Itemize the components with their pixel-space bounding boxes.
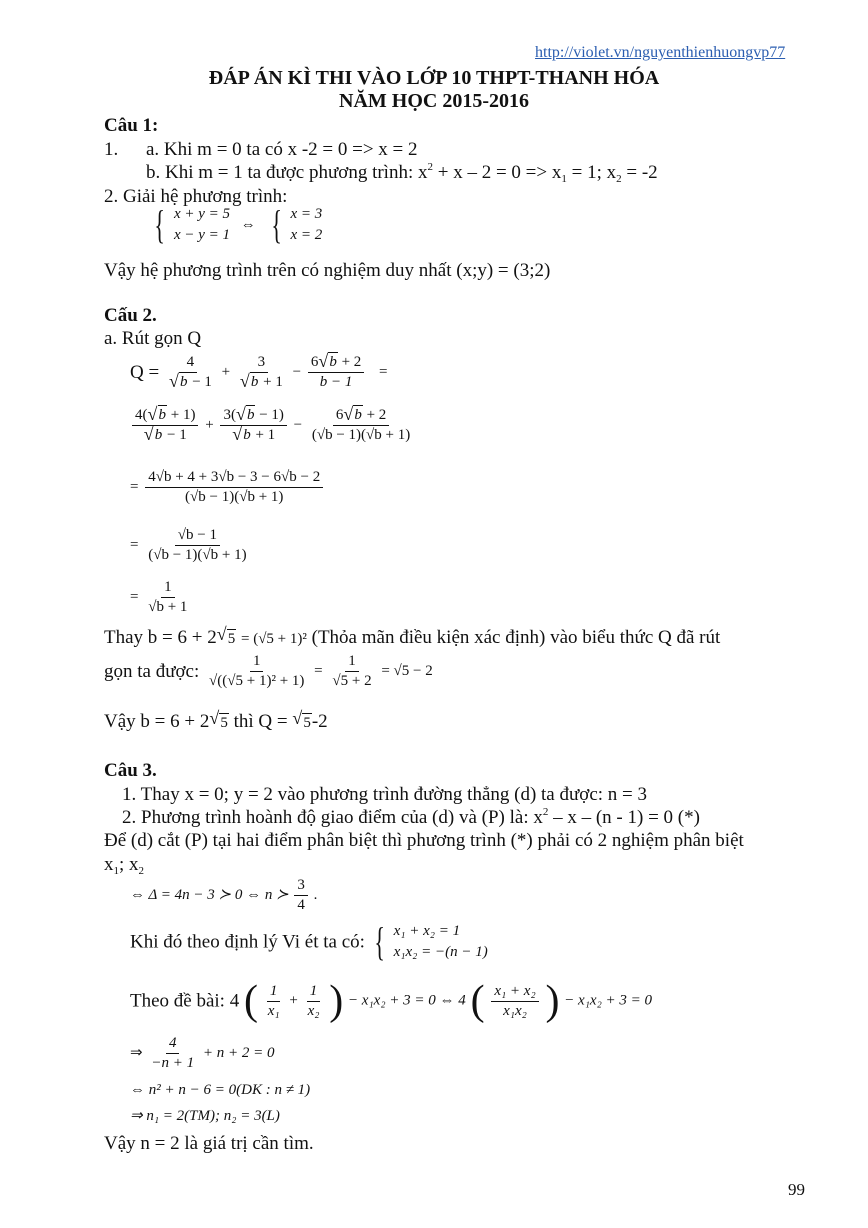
- denominator: x₁: [267, 1002, 280, 1019]
- equation: x = 3: [290, 206, 323, 222]
- denominator: (√b − 1)(√b + 1): [311, 427, 411, 443]
- substitution-line: [104, 624, 721, 648]
- denominator: (√b − 1)(√b + 1): [185, 489, 284, 505]
- implies-symbol: ⇒: [130, 1045, 143, 1061]
- expression: = √5 − 2: [381, 663, 433, 679]
- text: – x – (n - 1) = 0 (*): [548, 807, 700, 828]
- text: Thay b = 6 + 2: [104, 627, 217, 648]
- radicand: b: [250, 374, 259, 390]
- subscript: 1: [561, 173, 567, 185]
- cau2-heading: Cấu 2.: [104, 305, 157, 326]
- term: − 1: [188, 374, 212, 390]
- radicand: b: [243, 427, 251, 443]
- sqrt-icon: √: [232, 424, 243, 444]
- theo-de-bai-line: Theo đề bài: 4 ( $\frac{1}{\text{x₁}}$ + $\frac{1}{\text{x₂}}$ ) − x₁x₂ + 3 = 0 ⇔ 4 ( $\frac{\text{x₁ + x₂}}{\text{x₁x₂}}$ ) − x₁x₂ + 3 = 0: [130, 978, 653, 1024]
- cau1-conclusion: Vậy hệ phương trình trên có nghiệm duy nhất (x;y) = (3;2): [104, 260, 551, 281]
- text: ; x: [119, 854, 139, 875]
- fraction: [132, 404, 198, 444]
- term: 3(: [223, 407, 236, 423]
- numerator: √b − 1: [175, 528, 220, 546]
- left-brace: {: [270, 202, 282, 247]
- cau1-item1b-text: = -2: [621, 162, 658, 183]
- cau1-item1b: [146, 161, 658, 185]
- denominator: (√b − 1)(√b + 1): [148, 547, 247, 563]
- left-brace: {: [154, 202, 165, 247]
- vieta-system: [394, 924, 488, 960]
- sqrt-icon: √: [209, 708, 220, 728]
- equivalence-symbol: ⇔: [240, 216, 256, 233]
- numerator: 3: [294, 878, 308, 896]
- radicand: b: [154, 427, 163, 443]
- fraction: [305, 984, 323, 1019]
- text: -2: [311, 711, 328, 732]
- numerator: [333, 404, 389, 426]
- document-title: ĐÁP ÁN KÌ THI VÀO LỚP 10 THPT-THANH HÓA: [208, 67, 660, 89]
- step-3: ⇒ n₁ = 2(TM); n₂ = 3(L): [130, 1108, 280, 1124]
- result-line: gọn ta được: $\frac{1}{\text{√((√5 + 1)² + 1)}}$ = $\frac{1}{√5 + 2}$ = √5 − 2: [104, 653, 433, 689]
- term: 4(: [135, 407, 148, 423]
- cau3-item1: 1. Thay x = 0; y = 2 vào phương trình đường thẳng (d) ta được: n = 3: [122, 784, 648, 805]
- cau2-part-a: a. Rút gọn Q: [104, 328, 202, 349]
- expression: ⇔ Δ = 4n − 3 ≻ 0 ⇔ n ≻: [130, 887, 289, 903]
- cau3-heading: Câu 3.: [104, 760, 157, 781]
- vieta-line: [130, 919, 488, 964]
- exponent: 2: [542, 806, 549, 818]
- numerator: 4: [166, 1036, 180, 1054]
- term: + 2: [337, 354, 362, 370]
- denominator: b − 1: [319, 374, 353, 390]
- numerator: 1: [307, 984, 321, 1002]
- cau1-item1b-text: + x – 2 = 0 => x: [433, 162, 562, 183]
- subscript: 2: [616, 173, 622, 185]
- sqrt-icon: √: [318, 351, 329, 371]
- numerator: 1: [250, 654, 264, 672]
- denominator: √((√5 + 1)² + 1): [209, 673, 305, 689]
- right-paren: ): [545, 978, 560, 1024]
- denominator: −n + 1: [151, 1055, 195, 1071]
- numerator: [220, 404, 286, 426]
- term: + 1: [259, 374, 283, 390]
- term: − 1): [255, 407, 284, 423]
- numerator: 4: [184, 355, 198, 373]
- exponent: 2: [427, 161, 433, 173]
- denominator: x₂: [307, 1002, 320, 1019]
- fraction: [308, 351, 364, 390]
- equation: x − y = 1: [173, 227, 231, 243]
- fraction: [265, 984, 283, 1019]
- q-line-2: 4( √ b + 1) √ b − 1 + 3( √ b − 1) √ b + 1 − 6 √ b + 2 (√b − 1)(√b + 1): [130, 408, 415, 443]
- cau3-item2: [122, 808, 700, 827]
- radicand: 5: [220, 715, 228, 731]
- source-link[interactable]: http://violet.vn/nguyenthienhuongvp77: [535, 44, 786, 61]
- equation: x₁ + x₂ = 1: [393, 923, 461, 939]
- radicand: b: [158, 407, 166, 423]
- fraction: [309, 404, 413, 443]
- radicand: 5: [227, 631, 236, 647]
- denominator: √5 + 2: [332, 673, 372, 689]
- text: .: [313, 887, 318, 903]
- cau1-item1b-text: b. Khi m = 1 ta được phương trình: x: [146, 162, 428, 183]
- sqrt-icon: √: [292, 708, 303, 728]
- q-line-4: = $\frac{√b - 1}{(√b - 1)(√b + 1)}$: [130, 528, 252, 563]
- expression: + n + 2 = 0: [202, 1045, 275, 1061]
- text: gọn ta được:: [104, 661, 200, 682]
- equation: x = 2: [290, 227, 323, 243]
- subscript: 1: [113, 865, 119, 877]
- fraction: [166, 355, 215, 390]
- fraction: [145, 580, 190, 615]
- numerator: 3: [255, 355, 269, 373]
- system-left: [174, 207, 230, 243]
- denominator: [229, 426, 278, 443]
- numerator: 4√b + 4 + 3√b − 3 − 6√b − 2: [145, 470, 323, 488]
- document-subtitle: NĂM HỌC 2015-2016: [339, 90, 529, 112]
- cau1-item2: 2. Giải hệ phương trình:: [104, 186, 288, 207]
- cau1-item1b-text: = 1; x: [566, 162, 617, 183]
- term: + 1): [167, 407, 196, 423]
- fraction: [294, 878, 308, 913]
- numerator: [308, 351, 364, 373]
- term: 6: [335, 407, 344, 423]
- sqrt-icon: √: [216, 624, 227, 644]
- radicand: 5: [303, 715, 311, 731]
- denominator: 4: [297, 897, 305, 913]
- sqrt-icon: √: [235, 404, 246, 424]
- numerator: 1: [161, 580, 175, 598]
- equation: x₁x₂ = −(n − 1): [393, 944, 488, 960]
- cau3-conclusion: Vậy n = 2 là giá trị cần tìm.: [104, 1133, 314, 1154]
- denominator: √b + 1: [148, 599, 188, 615]
- text: Theo đề bài: 4: [130, 990, 240, 1012]
- fraction: [145, 470, 323, 505]
- q-label: Q =: [130, 362, 160, 383]
- cau3-roots: [104, 854, 145, 877]
- text: Vậy b = 6 + 2: [104, 711, 210, 732]
- radicand: b: [246, 407, 255, 423]
- sqrt-icon: √: [239, 371, 250, 391]
- fraction: [145, 528, 249, 563]
- right-paren: ): [329, 978, 344, 1024]
- cau1-system: [150, 202, 323, 247]
- denominator: x₁x₂: [503, 1002, 527, 1019]
- page-number: 99: [788, 1180, 805, 1199]
- cau3-condition: Để (d) cắt (P) tại hai điểm phân biệt thì phương trình (*) phải có 2 nghiệm phân biệt: [104, 830, 744, 851]
- term: + 1: [251, 427, 276, 443]
- expression: − x₁x₂ + 3 = 0 ⇔ 4: [347, 992, 466, 1009]
- sqrt-icon: √: [343, 404, 354, 424]
- expression: = (√5 + 1)²: [240, 631, 307, 647]
- text: thì Q =: [233, 711, 288, 732]
- left-paren: (: [470, 978, 485, 1024]
- radicand: b: [179, 374, 188, 390]
- term: 6: [310, 354, 319, 370]
- fraction: [491, 984, 538, 1019]
- fraction: [329, 654, 374, 689]
- system-right: [290, 207, 322, 243]
- numerator: [132, 404, 198, 426]
- fraction: [220, 404, 286, 444]
- cau1-item1a: a. Khi m = 0 ta có x -2 = 0 => x = 2: [146, 139, 418, 160]
- sqrt-icon: √: [147, 404, 158, 424]
- text: Khi đó theo định lý Vi ét ta có:: [130, 931, 365, 953]
- fraction: [148, 1036, 197, 1071]
- left-brace: {: [373, 919, 385, 964]
- denominator: [141, 426, 190, 443]
- radicand: b: [329, 354, 337, 370]
- denominator: [166, 373, 215, 390]
- sqrt-icon: √: [168, 371, 179, 391]
- subscript: 2: [138, 865, 145, 877]
- text: x: [104, 854, 114, 875]
- sqrt-icon: √: [143, 424, 154, 444]
- step-2: ⇔ n² + n − 6 = 0(DK : n ≠ 1): [130, 1082, 311, 1098]
- text: 2. Phương trình hoành độ giao điểm của (d) và (P) là: x: [122, 807, 543, 828]
- term: − 1: [163, 427, 187, 443]
- fraction: [206, 654, 307, 689]
- radicand: b: [354, 407, 362, 423]
- text: (Thỏa mãn điều kiện xác định) vào biểu thức Q đã rút: [311, 627, 721, 648]
- equals-sign: =: [379, 364, 388, 380]
- q-line-5: = $\frac{1}{√b + 1}$: [130, 580, 192, 615]
- q-line-1: Q = 4 √ b − 1 + 3 √ b + 1 − 6 √ b + 2 b − 1 =: [130, 351, 388, 391]
- cau1-item1-number: 1.: [104, 139, 119, 160]
- delta-line: [130, 878, 317, 913]
- numerator: 1: [345, 654, 359, 672]
- cau2-conclusion: [104, 708, 328, 732]
- equation: x + y = 5: [173, 206, 231, 222]
- term: + 2: [362, 407, 387, 423]
- fraction: [237, 355, 286, 390]
- numerator: x₁ + x₂: [491, 984, 538, 1002]
- cau1-heading: Câu 1:: [104, 115, 159, 136]
- numerator: 1: [267, 984, 281, 1002]
- step-1: [130, 1036, 274, 1071]
- q-line-3: = $\frac{4√b + 4 + 3√b - 3 - 6√b - 2}{(√b - 1)(√b + 1)}$: [130, 470, 325, 505]
- left-paren: (: [243, 978, 258, 1024]
- expression: − x₁x₂ + 3 = 0: [564, 992, 653, 1009]
- denominator: [237, 373, 286, 390]
